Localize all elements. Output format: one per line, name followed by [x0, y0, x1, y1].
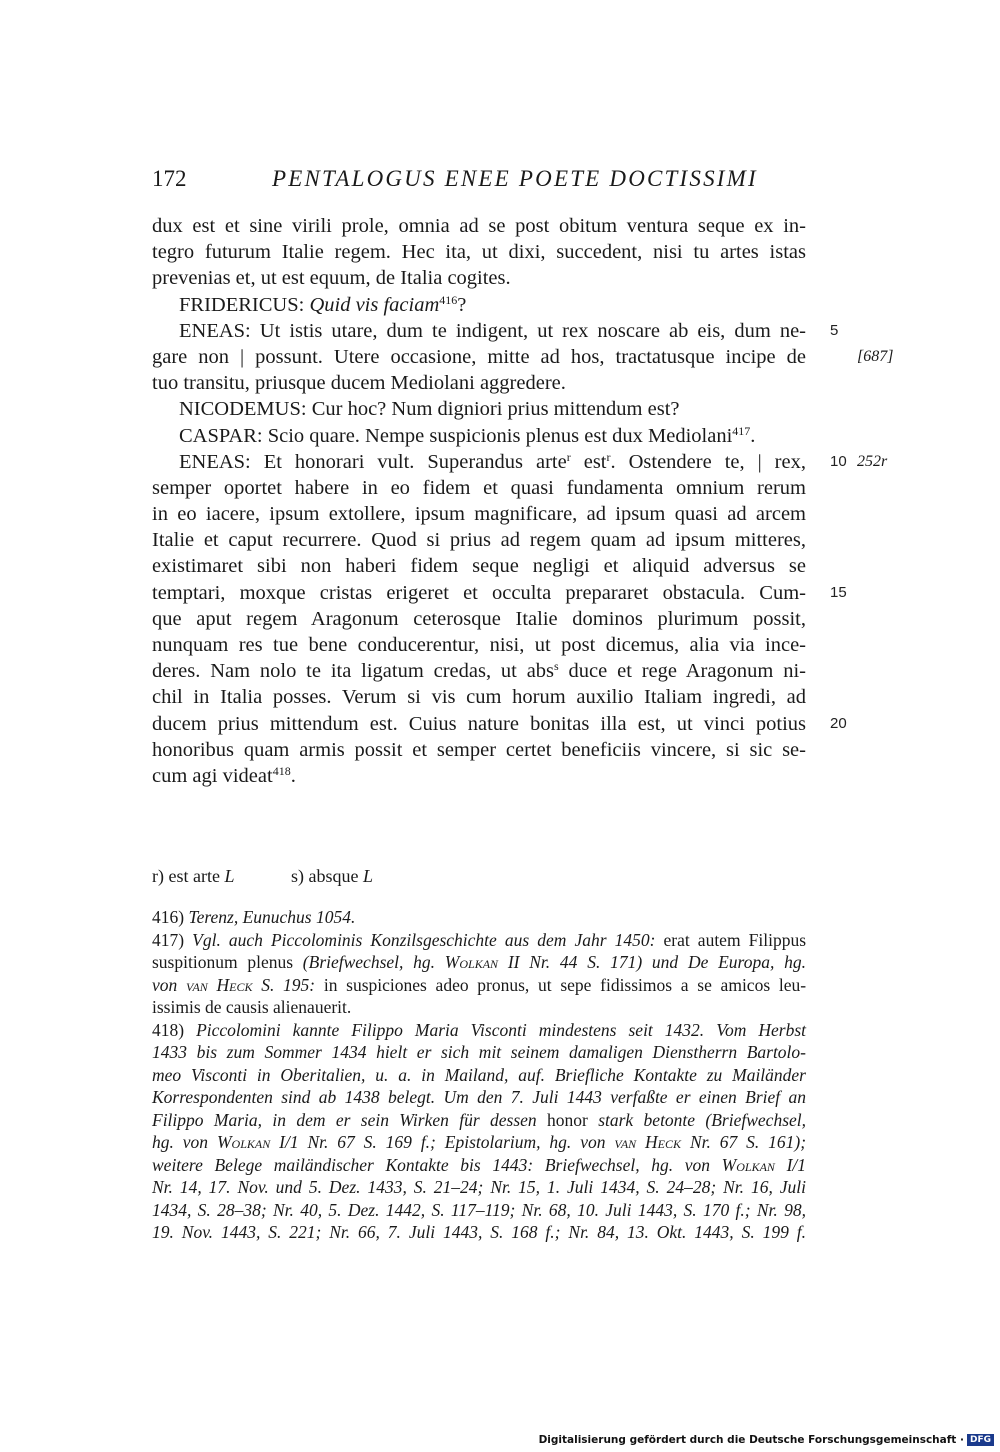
footnote-ref[interactable]: 417 — [732, 423, 751, 438]
folio-reference: 252r — [857, 452, 888, 470]
footnote-line — [152, 1086, 806, 1109]
footnote-number: 418) — [152, 1019, 185, 1040]
text-line — [152, 684, 806, 710]
digitization-credit — [539, 1434, 994, 1446]
folio-reference: [687] — [857, 347, 894, 365]
text-line — [152, 632, 806, 658]
text-line-content: existimaret sibi non haberi fidem seque negligi et aliquid adversus se — [152, 555, 806, 578]
line-number: 5 — [830, 321, 839, 339]
footnote-text: Terenz, Eunuchus 1054. — [188, 907, 356, 927]
text-line-content: in eo iacere, ipsum extollere, ipsum magnificare, ad ipsum quasi ad arcem — [152, 503, 806, 526]
footnote-text: von van Heck S. 195: in suspiciones adeo pronus, ut sepe fidissimos a se amicos leu- — [152, 974, 807, 995]
footnote-text: 1434, S. 28–38; Nr. 40, 5. Dez. 1442, S. 117–119; Nr. 68, 10. Juli 1443, S. 170 f.; Nr. 98, — [152, 1199, 806, 1220]
text-line — [152, 553, 806, 579]
footnote-text: weitere Belege mailändischer Kontakte bis 1443: Briefwechsel, hg. von Wolkan I/1 — [152, 1154, 807, 1175]
footnote-ref[interactable]: 416 — [439, 292, 458, 307]
footnote-text: issimis de causis alienauerit. — [152, 997, 352, 1017]
footnote-line — [152, 1154, 806, 1177]
text-line-content: NICODEMUS: Cur hoc? Num digniori prius mittendum est? — [179, 398, 680, 421]
text-line — [152, 265, 806, 291]
text-line — [152, 658, 806, 684]
text-line — [152, 239, 806, 265]
footnote-text: Korrespondenten sind ab 1438 belegt. Um den 7. Juli 1443 verfaßte er einen Brief an — [152, 1087, 806, 1107]
dfg-logo: DFG — [967, 1434, 994, 1446]
footnote-line — [152, 1109, 806, 1132]
footnote-text: 1433 bis zum Sommer 1434 hielt er sich mit seinem damaligen Dienstherrn Bartolo- — [152, 1042, 806, 1062]
apparatus-entry: s) absque L — [290, 866, 373, 886]
manuscript-sigle: L — [224, 866, 235, 886]
apparatus-ref[interactable]: r — [566, 449, 571, 464]
text-line — [152, 292, 806, 318]
text-line-content: dux est et sine virili prole, omnia ad se post obitum ventura seque ex in- — [152, 215, 806, 237]
text-line — [152, 606, 806, 632]
footnote-line — [152, 1041, 806, 1064]
text-line-content: chil in Italia posses. Verum si vis cum horum auxilio Italiam ingredi, ad — [152, 686, 806, 709]
footnote-line — [152, 974, 806, 997]
text-line — [152, 213, 806, 239]
text-line — [152, 763, 806, 789]
line-number: 10 — [830, 452, 847, 470]
footnote-417 — [152, 929, 806, 952]
text-line — [152, 449, 888, 475]
manuscript-sigle: L — [362, 866, 373, 886]
text-line — [152, 344, 894, 370]
text-line — [152, 318, 839, 344]
text-line — [152, 527, 806, 553]
punctuation: ? — [457, 293, 467, 316]
footnote-line — [152, 996, 806, 1019]
text-line-content: semper oportet habere in eo fidem et quasi fundamenta omnium rerum — [152, 476, 806, 499]
footnote-text: 19. Nov. 1443, S. 221; Nr. 66, 7. Juli 1443, S. 168 f.; Nr. 84, 13. Okt. 1443, S. 199 f. — [152, 1222, 806, 1242]
credit-text: Digitalisierung gefördert durch die Deutsche Forschungsgemeinschaft · — [538, 1434, 964, 1446]
text-line-content: gare non | possunt. Utere occasione, mitte ad hos, tractatusque incipe de — [152, 345, 806, 368]
footnote-text: Nr. 14, 17. Nov. und 5. Dez. 1433, S. 21–24; Nr. 15, 1. Juli 1434, S. 24–28; Nr. 16, Juli — [152, 1177, 806, 1197]
footnote-ref[interactable]: 418 — [272, 763, 291, 778]
footnote-line — [152, 1131, 806, 1154]
text-line — [152, 580, 847, 606]
text-line — [152, 711, 847, 737]
text-line-content: ducem prius mittendum est. Cuius nature bonitas illa est, ut vinci potius — [152, 712, 806, 735]
footnote-number: 417) — [152, 929, 185, 950]
text-line — [152, 501, 806, 527]
text-line-content: Italie et caput recurrere. Quod si prius ad regem quam ad ipsum mitteres, — [152, 529, 806, 552]
footnote-line — [152, 1176, 806, 1199]
line-number: 15 — [830, 583, 847, 601]
footnote-text: 418) Piccolomini kannte Filippo Maria Visconti mindestens seit 1432. Vom Herbst — [152, 1019, 806, 1040]
footnote-line — [152, 1221, 806, 1244]
footnote-line — [152, 951, 806, 974]
text-line-content: ENEAS: Ut istis utare, dum te indigent, ut rex noscare ab eis, dum ne- — [179, 319, 806, 342]
text-line-content: prevenias et, ut est equum, de Italia cogites. — [152, 267, 511, 290]
line-number: 20 — [830, 714, 847, 732]
footnote-text: meo Visconti in Oberitalien, u. a. in Mailand, auf. Briefliche Kontakte zu Mailänder — [152, 1064, 806, 1085]
footnote-text: suspitionum plenus (Briefwechsel, hg. Wolkan II Nr. 44 S. 171) und De Europa, hg. — [152, 952, 806, 972]
text-line-content: honoribus quam armis possit et semper certet beneficiis vincere, si sic se- — [152, 738, 806, 761]
footnote-line — [152, 1199, 806, 1222]
footnote-text: Filippo Maria, in dem er sein Wirken für dessen honor stark betonte (Briefwechsel, — [152, 1109, 807, 1130]
text-line-content: tuo transitu, priusque ducem Mediolani aggredere. — [152, 372, 566, 395]
text-line — [152, 475, 806, 501]
text-line-content: nunquam res tue bene conducerentur, nisi, ut post dicemus, alia via ince- — [152, 634, 806, 656]
text-line-content: que aput regem Aragonum ceterosque Italie dominos plurimum possit, — [152, 607, 806, 630]
text-line — [152, 737, 806, 763]
text-line-content: tegro futurum Italie regem. Hec ita, ut dixi, succedent, nisi tu artes istas — [152, 241, 806, 264]
footnote-416 — [152, 906, 806, 929]
text-line — [152, 370, 806, 396]
running-head — [152, 163, 812, 195]
punctuation: . — [290, 764, 296, 787]
footnote-number: 416) — [152, 907, 185, 927]
footnote-line — [152, 1064, 806, 1087]
apparatus-ref[interactable]: s — [554, 659, 559, 674]
text-line — [152, 396, 806, 422]
text-line-content: CASPAR: Scio quare. Nempe suspicionis plenus est dux Mediolani — [179, 424, 733, 447]
speaker-name: FRIDERICUS: — [179, 293, 305, 316]
quotation: Quid vis faciam — [309, 293, 440, 316]
footnote-418 — [152, 1019, 806, 1042]
footnote-text: hg. von Wolkan I/1 Nr. 67 S. 169 f.; Epistolarium, hg. von van Heck Nr. 67 S. 161); — [152, 1132, 807, 1152]
text-line — [152, 423, 806, 449]
critical-apparatus — [152, 864, 806, 888]
apparatus-entry: r) est arte L — [152, 866, 235, 886]
running-title: PENTALOGUS ENEE POETE DOCTISSIMI — [272, 166, 758, 191]
text-line-content: cum agi videat — [152, 764, 273, 787]
text-line-content: temptari, moxque cristas erigeret et occulta prepararet obstacula. Cum- — [152, 581, 806, 604]
apparatus-ref[interactable]: r — [606, 449, 611, 464]
page-number: 172 — [152, 166, 187, 191]
text-line-content: ENEAS: Et honorari vult. Superandus arte$^r$ est$^r$. Ostendere te, | rex, — [179, 449, 806, 473]
punctuation: . — [750, 424, 756, 447]
main-text — [152, 213, 894, 789]
text-line-content: deres. Nam nolo te ita ligatum credas, ut abs$^s$ duce et rege Aragonum ni- — [152, 659, 806, 683]
footnotes — [152, 906, 806, 1244]
footnote-text: 417) Vgl. auch Piccolominis Konzilsgeschichte aus dem Jahr 1450: erat autem Filippus — [152, 929, 807, 950]
